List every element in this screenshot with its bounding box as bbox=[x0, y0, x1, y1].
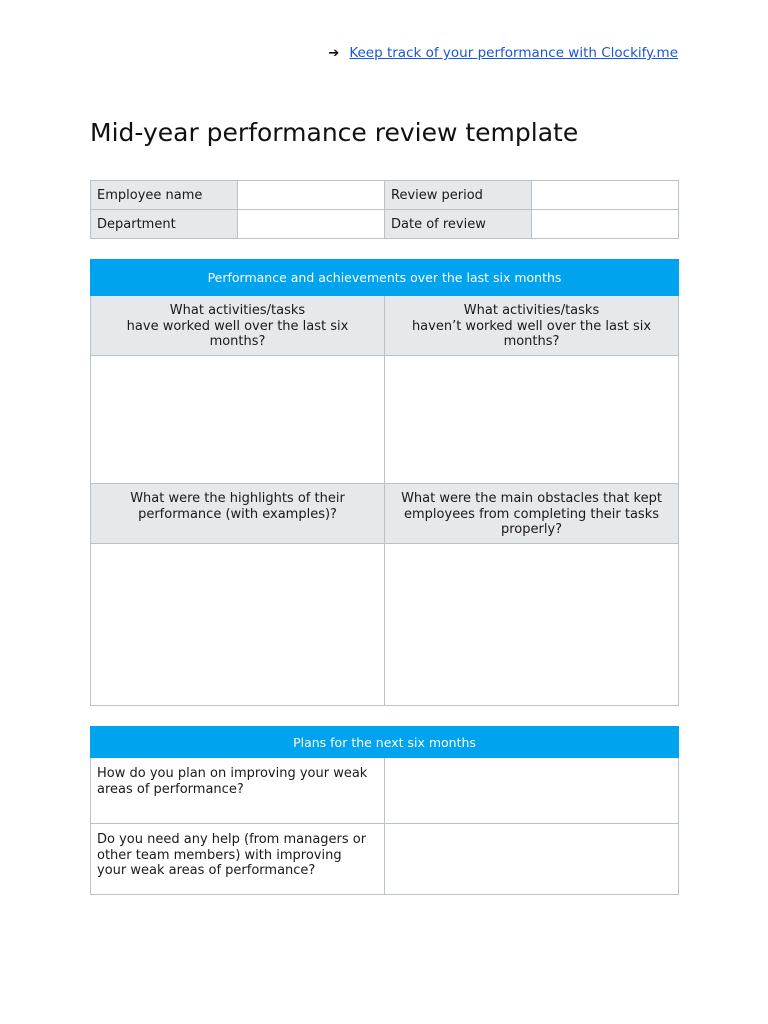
answer-need-help[interactable] bbox=[385, 824, 679, 895]
answer-worked-well[interactable] bbox=[91, 356, 385, 484]
review-period-label: Review period bbox=[385, 181, 532, 210]
question-not-worked-line2: haven’t worked well over the last six months? bbox=[411, 318, 652, 349]
plans-section-header: Plans for the next six months bbox=[91, 727, 679, 758]
employee-info-table bbox=[90, 180, 679, 239]
question-highlights: What were the highlights of their performance (with examples)? bbox=[91, 484, 385, 544]
question-worked-well bbox=[91, 296, 385, 356]
answer-highlights[interactable] bbox=[91, 544, 385, 706]
question-need-help: Do you need any help (from managers or other team members) with improving your weak areas of performance? bbox=[91, 824, 385, 895]
arrow-right-icon: ➔ bbox=[328, 45, 340, 61]
question-not-worked-well bbox=[385, 296, 679, 356]
question-obstacles: What were the main obstacles that kept employees from completing their tasks properly? bbox=[385, 484, 679, 544]
question-worked-well-line1: What activities/tasks bbox=[169, 303, 306, 318]
question-worked-well-line2: have worked well over the last six months? bbox=[126, 318, 349, 349]
clockify-link[interactable]: Keep track of your performance with Clockify.me bbox=[349, 45, 678, 61]
date-of-review-label: Date of review bbox=[385, 210, 532, 239]
employee-name-field[interactable] bbox=[238, 181, 385, 210]
employee-name-label: Employee name bbox=[91, 181, 238, 210]
info-row-1 bbox=[91, 181, 679, 210]
answer-not-worked-well[interactable] bbox=[385, 356, 679, 484]
question-improving-weak-areas: How do you plan on improving your weak areas of performance? bbox=[91, 758, 385, 824]
department-label: Department bbox=[91, 210, 238, 239]
review-period-field[interactable] bbox=[532, 181, 679, 210]
plans-table bbox=[90, 726, 679, 895]
answer-improving-weak-areas[interactable] bbox=[385, 758, 679, 824]
question-not-worked-line1: What activities/tasks bbox=[463, 303, 600, 318]
answer-obstacles[interactable] bbox=[385, 544, 679, 706]
performance-table bbox=[90, 259, 679, 706]
performance-section-header: Performance and achievements over the last six months bbox=[91, 260, 679, 296]
department-field[interactable] bbox=[238, 210, 385, 239]
clockify-link-row bbox=[328, 45, 678, 61]
page-title: Mid-year performance review template bbox=[90, 118, 579, 147]
date-of-review-field[interactable] bbox=[532, 210, 679, 239]
info-row-2 bbox=[91, 210, 679, 239]
